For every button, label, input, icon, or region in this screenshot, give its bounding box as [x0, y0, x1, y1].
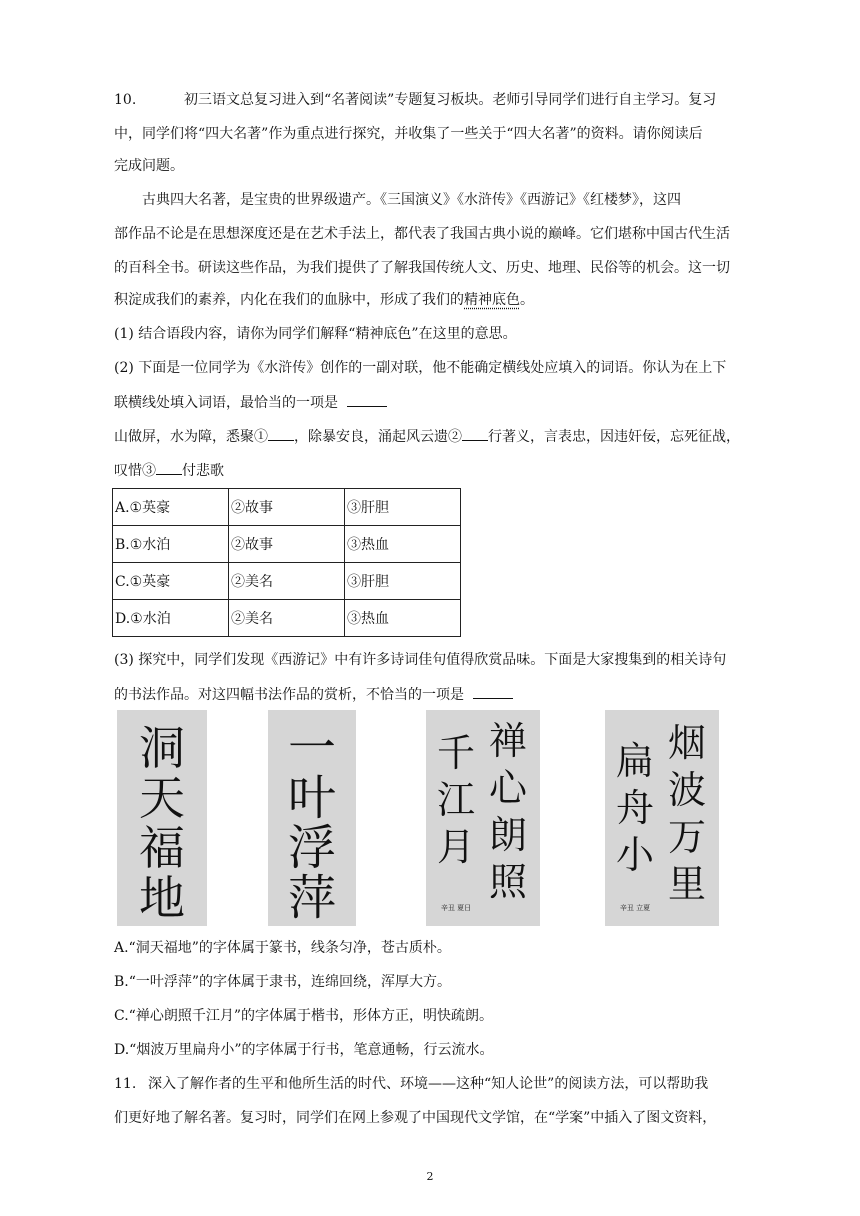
calligraphy-char: 禅 — [488, 719, 528, 763]
option-cell: ②故事 — [229, 526, 345, 563]
page-number: 2 — [426, 1170, 434, 1183]
choice-c[interactable]: C.“禅心朗照千江月”的字体属于楷书，形体方正，明快疏朗。 — [114, 1008, 493, 1024]
couplet-blank-3[interactable] — [156, 460, 182, 475]
q10-number: 10. — [114, 92, 137, 108]
calligraphy-char: 浮 — [287, 820, 337, 876]
option-row-a[interactable] — [113, 489, 461, 526]
passage-line-4-end: 。 — [520, 292, 534, 308]
passage-line-3: 的百科全书。研读这些作品，为我们提供了了解我国传统人文、历史、地理、民俗等的机会。这一切 — [114, 260, 730, 276]
sub-question-1: (1) 结合语段内容，请你为同学们解释“精神底色”在这里的意思。 — [114, 326, 517, 342]
couplet-part-3: 行著义，言表忠，因违奸佞，忘死征战， — [488, 429, 740, 445]
calligraphy-seal-mark: 辛丑 夏日 — [440, 904, 472, 912]
option-cell: A.①英豪 — [113, 489, 229, 526]
option-row-c[interactable] — [113, 563, 461, 600]
q10-intro-line-1 — [114, 90, 716, 110]
sub-question-2-line-1: (2) 下面是一位同学为《水浒传》创作的一副对联，他不能确定横线处应填入的词语。你认为在上下 — [114, 360, 727, 376]
answer-blank[interactable] — [473, 684, 513, 699]
option-row-b[interactable] — [113, 526, 461, 563]
sub-question-2-line-2 — [114, 392, 387, 413]
calligraphy-char: 照 — [488, 860, 528, 904]
calligraphy-char: 一 — [287, 720, 337, 776]
couplet-line-1 — [114, 426, 740, 447]
couplet-line-2 — [114, 460, 224, 481]
calligraphy-char: 小 — [615, 833, 655, 877]
couplet-part-2: ，除暴安良，涌起风云遗② — [294, 429, 462, 445]
q11-number: 11. — [114, 1076, 137, 1092]
calligraphy-char: 月 — [436, 825, 476, 869]
answer-blank[interactable] — [347, 392, 387, 407]
calligraphy-char: 千 — [436, 731, 476, 775]
couplet-blank-1[interactable] — [268, 426, 294, 441]
sub-question-3-line-2 — [114, 684, 513, 705]
calligraphy-char: 萍 — [287, 870, 337, 926]
choice-d[interactable]: D.“烟波万里扁舟小”的字体属于行书，笔意通畅，行云流水。 — [114, 1042, 494, 1058]
option-cell: ②故事 — [229, 489, 345, 526]
q11-text-1: 深入了解作者的生平和他所生活的时代、环境——这种“知人论世”的阅读方法，可以帮助我 — [148, 1076, 709, 1092]
sub-question-2-text: 联横线处填入词语，最恰当的一项是 — [114, 395, 338, 411]
sub-question-3-line-1: (3) 探究中，同学们发现《西游记》中有许多诗词佳句值得欣赏品味。下面是大家搜集到的相关诗句 — [114, 652, 727, 668]
option-cell: ②美名 — [229, 563, 345, 600]
calligraphy-char: 里 — [667, 862, 707, 906]
option-cell: ③肝胆 — [345, 563, 461, 600]
calligraphy-regular-script-image — [426, 710, 540, 926]
option-cell: ③热血 — [345, 600, 461, 637]
calligraphy-char: 洞 — [139, 721, 185, 775]
choice-b[interactable]: B.“一叶浮萍”的字体属于隶书，连绵回绕，浑厚大方。 — [114, 974, 452, 990]
calligraphy-char: 心 — [488, 766, 528, 810]
option-cell: D.①水泊 — [113, 600, 229, 637]
option-cell: ③热血 — [345, 526, 461, 563]
passage-line-4 — [114, 290, 534, 310]
calligraphy-char: 烟 — [667, 721, 707, 765]
q10-intro-line-2: 中，同学们将“四大名著”作为重点进行探究，并收集了一些关于“四大名著”的资料。请你阅读后 — [114, 126, 703, 142]
option-row-d[interactable] — [113, 600, 461, 637]
calligraphy-char: 江 — [436, 778, 476, 822]
passage-line-1: 古典四大名著，是宝贵的世界级遗产。《三国演义》《水浒传》《西游记》《红楼梦》，这四 — [142, 192, 681, 208]
calligraphy-char: 福 — [139, 821, 185, 875]
couplet-blank-2[interactable] — [462, 426, 488, 441]
option-cell: C.①英豪 — [113, 563, 229, 600]
calligraphy-char: 万 — [667, 815, 707, 859]
calligraphy-char: 舟 — [615, 786, 655, 830]
q10-intro-line-3: 完成问题。 — [114, 158, 184, 174]
sub-question-3-text: 的书法作品。对这四幅书法作品的赏析，不恰当的一项是 — [114, 687, 464, 703]
passage-line-4-text: 积淀成我们的素养，内化在我们的血脉中，形成了我们的 — [114, 292, 464, 308]
option-cell: ②美名 — [229, 600, 345, 637]
calligraphy-seal-script-image — [117, 710, 207, 926]
calligraphy-char: 天 — [139, 771, 185, 825]
calligraphy-seal-mark: 辛丑 立夏 — [619, 904, 651, 912]
couplet-part-1: 山做屏，水为障，悉聚① — [114, 429, 268, 445]
calligraphy-char: 叶 — [287, 770, 337, 826]
option-cell: B.①水泊 — [113, 526, 229, 563]
q11-line-1 — [114, 1074, 708, 1094]
calligraphy-char: 扁 — [615, 739, 655, 783]
calligraphy-char: 地 — [139, 871, 185, 925]
q10-intro-text-1: 初三语文总复习进入到“名著阅读”专题复习板块。老师引导同学们进行自主学习。复习 — [184, 92, 717, 108]
choice-a[interactable]: A.“洞天福地”的字体属于篆书，线条匀净，苍古质朴。 — [114, 940, 451, 956]
calligraphy-char: 朗 — [488, 813, 528, 857]
calligraphy-running-script-image — [605, 710, 719, 926]
passage-line-2: 部作品不论是在思想深度还是在艺术手法上，都代表了我国古典小说的巅峰。它们堪称中国古代生活 — [114, 226, 730, 242]
option-cell: ③肝胆 — [345, 489, 461, 526]
couplet-part-4: 叹惜③ — [114, 463, 156, 479]
options-table — [112, 488, 461, 637]
q11-line-2: 们更好地了解名著。复习时，同学们在网上参观了中国现代文学馆，在“学案”中插入了图文资料， — [114, 1110, 717, 1126]
emphasized-term: 精神底色 — [464, 292, 520, 308]
couplet-part-5: 付悲歌 — [182, 463, 224, 479]
calligraphy-char: 波 — [667, 768, 707, 812]
calligraphy-clerical-script-image — [268, 710, 356, 926]
